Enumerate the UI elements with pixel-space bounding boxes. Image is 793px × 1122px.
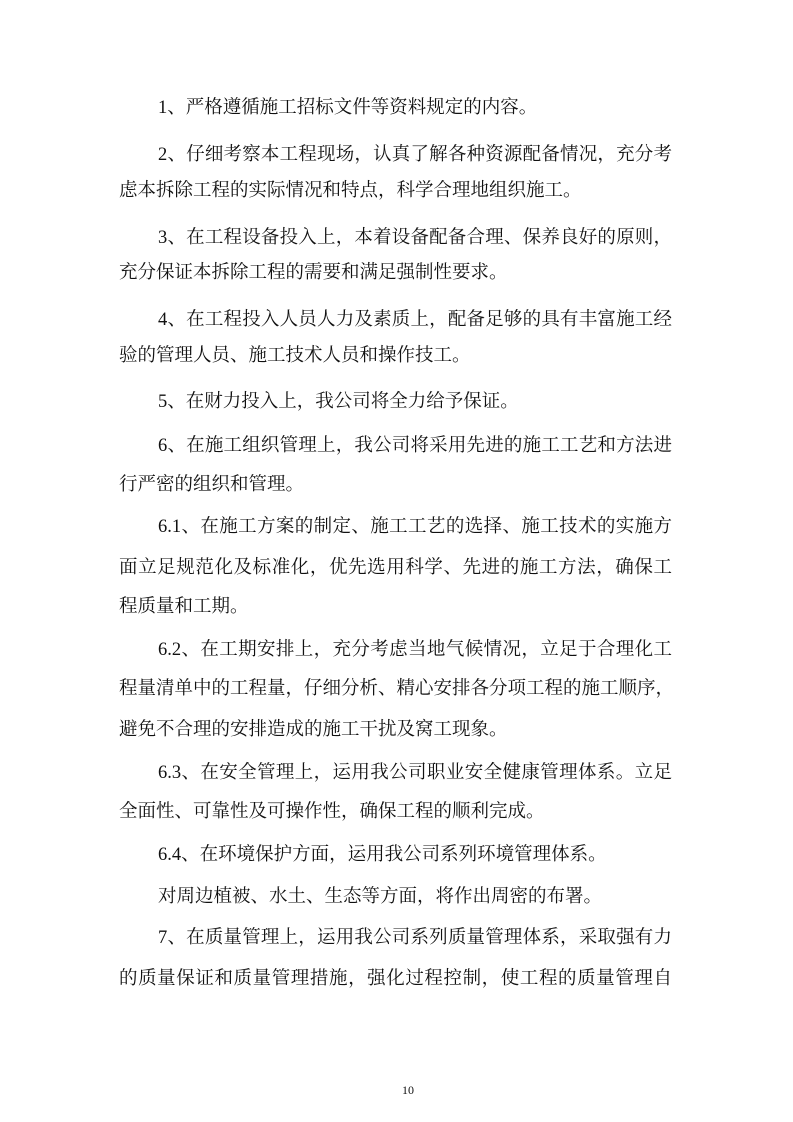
paragraph-line: 程量清单中的工程量，仔细分析、精心安排各分项工程的施工顺序， xyxy=(119,679,675,699)
paragraph-line: 6.4、在环境保护方面，运用我公司系列环境管理体系。 xyxy=(158,845,607,865)
paragraph-line: 面立足规范化及标准化，优先选用科学、先进的施工方法，确保工 xyxy=(119,558,672,578)
page-number: 10 xyxy=(402,1083,414,1097)
paragraph-line: 5、在财力投入上，我公司将全力给予保证。 xyxy=(158,392,519,412)
paragraph-line: 行严密的组织和管理。 xyxy=(119,475,305,495)
paragraph-line: 6.1、在施工方案的制定、施工工艺的选择、施工技术的实施方 xyxy=(158,517,672,537)
paragraph-line: 6.2、在工期安排上，充分考虑当地气候情况，立足于合理化工 xyxy=(158,640,672,660)
paragraph-line: 验的管理人员、施工技术人员和操作技工。 xyxy=(119,346,471,366)
paragraph-line: 7、在质量管理上，运用我公司系列质量管理体系，采取强有力 xyxy=(158,928,672,948)
paragraph-line: 1、严格遵循施工招标文件等资料规定的内容。 xyxy=(158,98,538,118)
paragraph-line: 程质量和工期。 xyxy=(119,597,249,617)
paragraph-line: 避免不合理的安排造成的施工干扰及窝工现象。 xyxy=(119,720,508,740)
paragraph-line: 3、在工程设备投入上，本着设备配备合理、保养良好的原则， xyxy=(158,228,672,248)
paragraph-line: 对周边植被、水土、生态等方面，将作出周密的布署。 xyxy=(158,887,603,907)
paragraph-line: 充分保证本拆除工程的需要和满足强制性要求。 xyxy=(119,263,508,283)
paragraph-line: 2、仔细考察本工程现场，认真了解各种资源配备情况，充分考 xyxy=(158,145,672,165)
paragraph-line: 6.3、在安全管理上，运用我公司职业安全健康管理体系。立足 xyxy=(158,763,672,783)
paragraph-line: 虑本拆除工程的实际情况和特点，科学合理地组织施工。 xyxy=(119,181,582,201)
paragraph-line: 6、在施工组织管理上，我公司将采用先进的施工工艺和方法进 xyxy=(158,436,672,456)
paragraph-line: 4、在工程投入人员人力及素质上，配备足够的具有丰富施工经 xyxy=(158,310,672,330)
paragraph-line: 全面性、可靠性及可操作性，确保工程的顺利完成。 xyxy=(119,802,545,822)
paragraph-line: 的质量保证和质量管理措施，强化过程控制，使工程的质量管理自 xyxy=(119,969,672,989)
